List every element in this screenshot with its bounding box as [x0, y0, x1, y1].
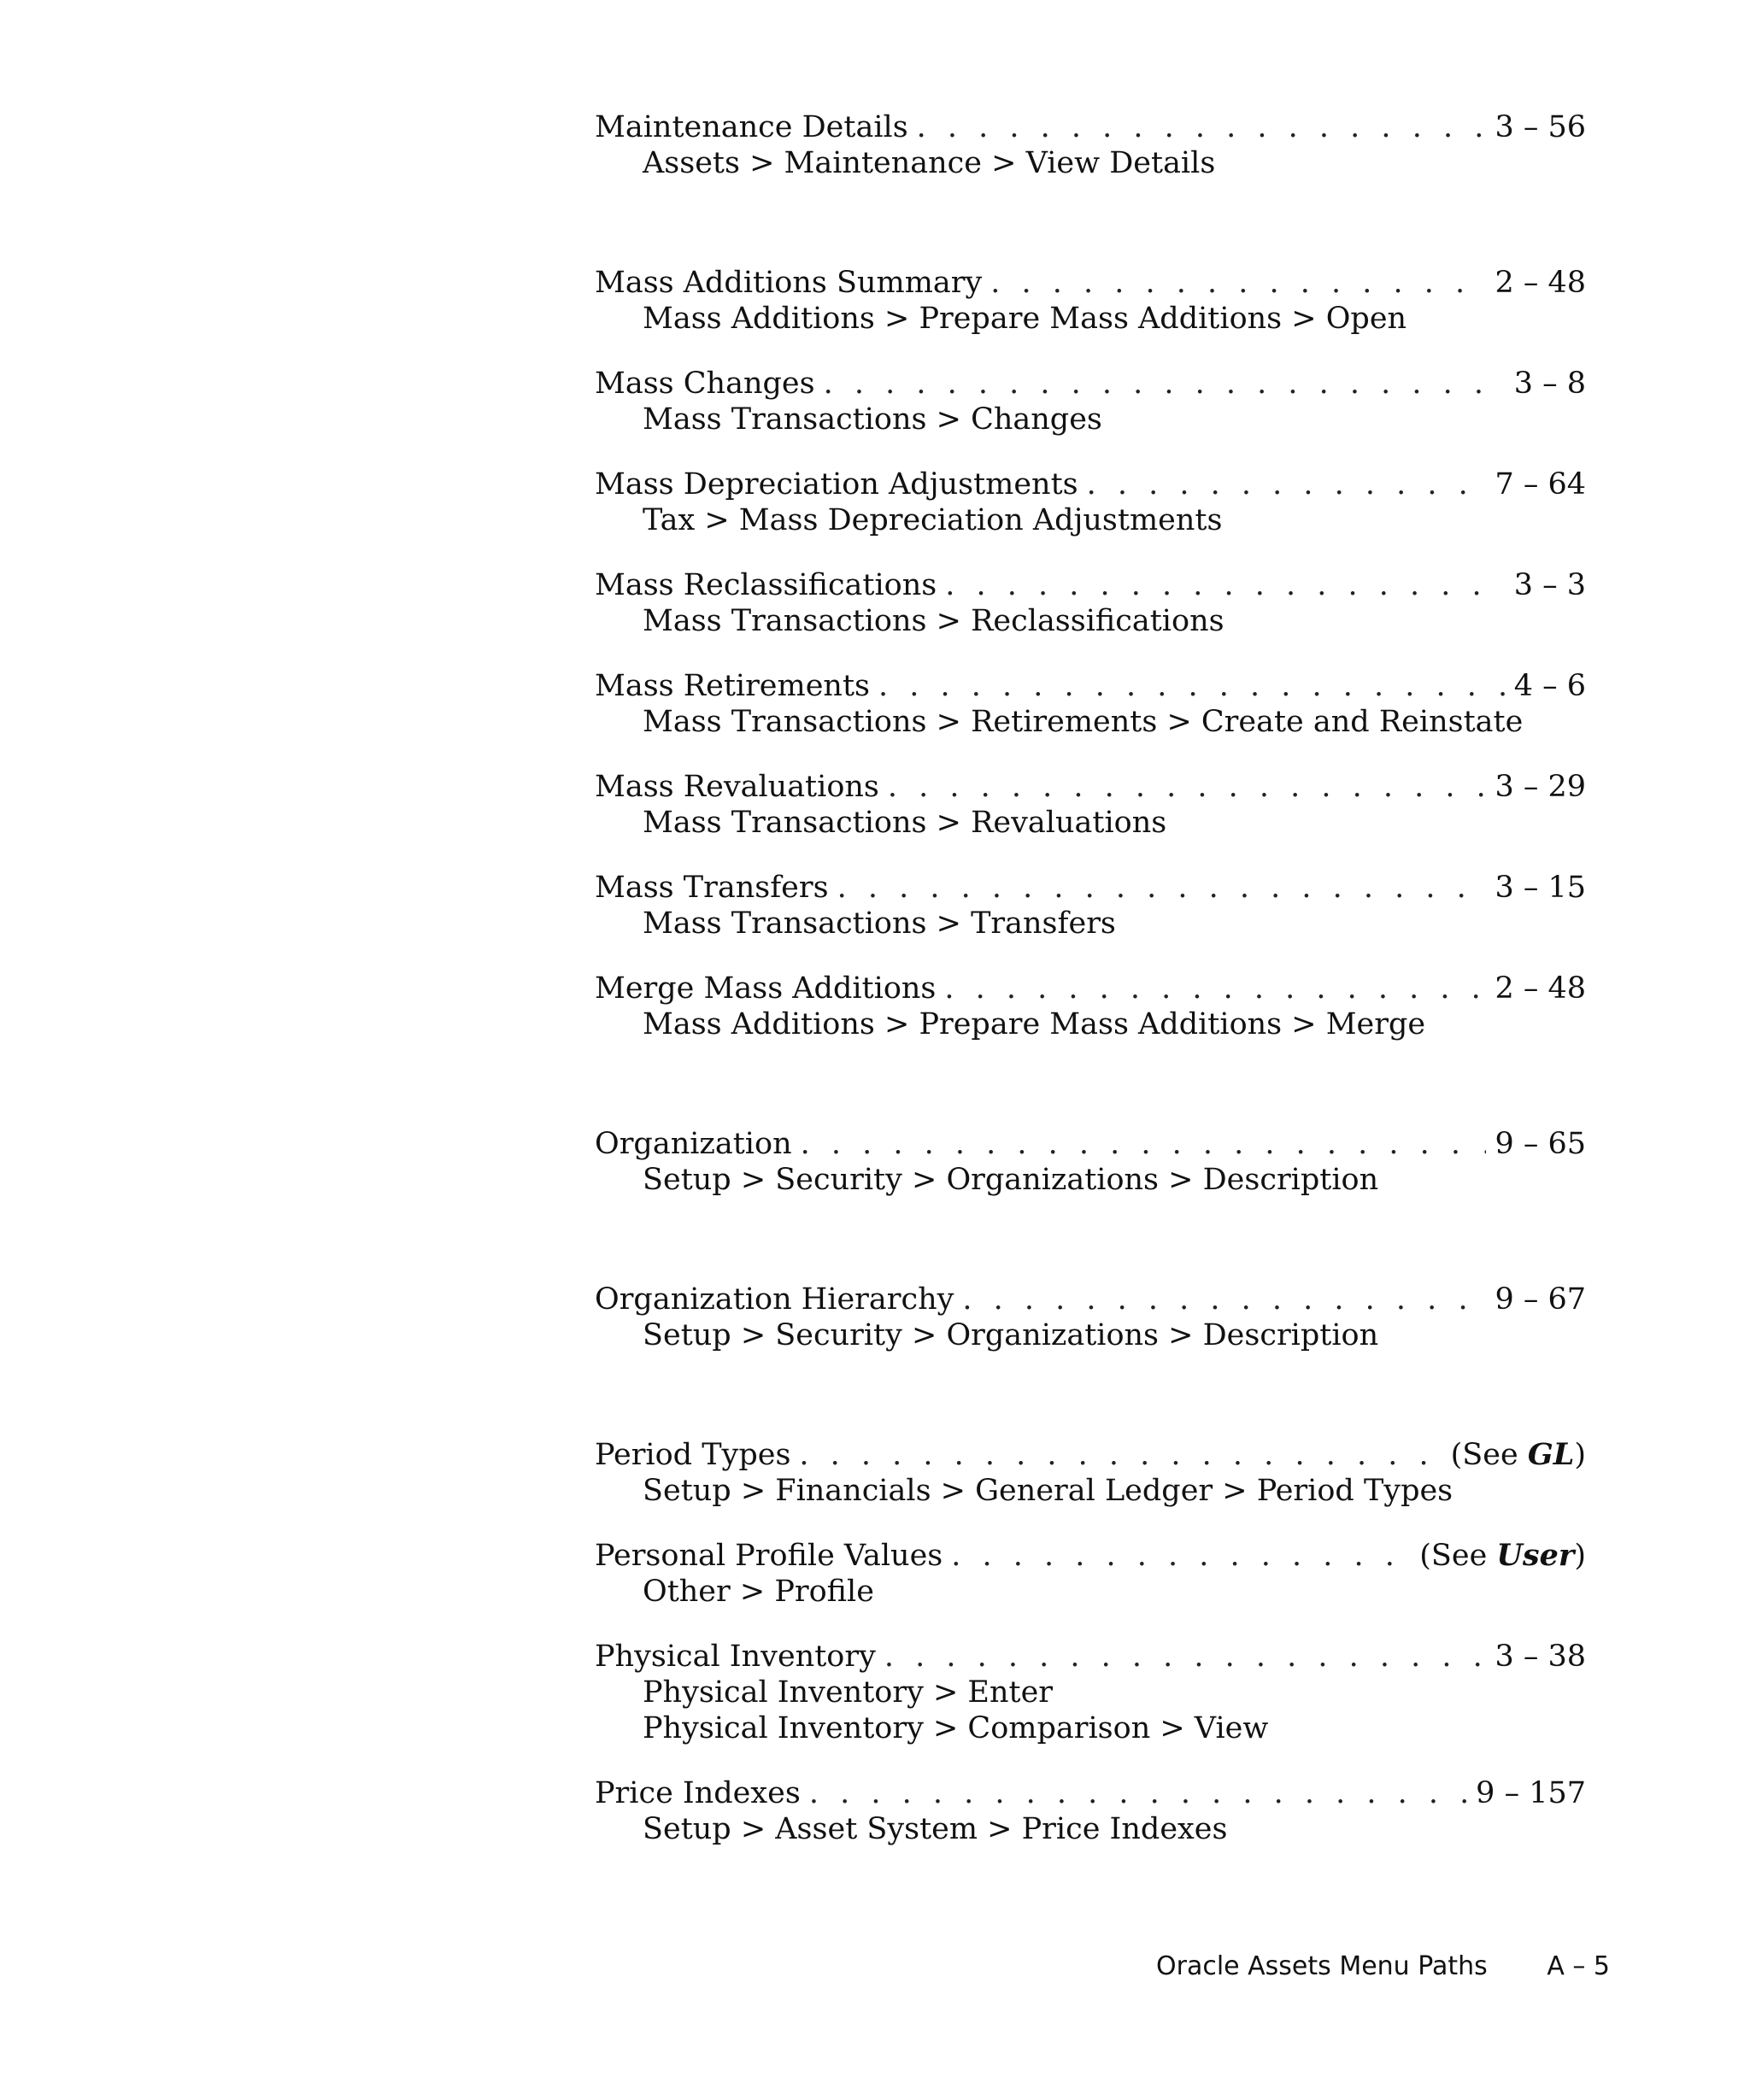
index-entry-mass-revaluations — [595, 769, 1586, 841]
entry-title: Merge Mass Additions — [595, 971, 937, 1006]
entry-title: Mass Changes — [595, 367, 815, 401]
menu-path: Mass Transactions > Retirements > Create and Reinstate — [643, 705, 1524, 739]
dot-leader — [799, 1437, 1442, 1473]
dot-leader — [884, 1639, 1487, 1675]
see-suffix: ) — [1574, 1438, 1586, 1472]
menu-path: Physical Inventory > Comparison > View — [643, 1711, 1269, 1745]
entry-page-ref: 7 – 64 — [1495, 467, 1586, 502]
see-prefix: (See — [1419, 1539, 1497, 1573]
menu-path: Mass Transactions > Transfers — [643, 906, 1116, 941]
dot-leader — [801, 1126, 1487, 1162]
index-entry-merge-mass-additions — [595, 971, 1586, 1042]
menu-path: Setup > Asset System > Price Indexes — [643, 1812, 1228, 1846]
entry-page-ref: 9 – 67 — [1495, 1282, 1586, 1317]
menu-path: Tax > Mass Depreciation Adjustments — [643, 503, 1223, 537]
page-footer — [1156, 1951, 1610, 1981]
entry-page-ref: 9 – 65 — [1495, 1127, 1586, 1161]
menu-path: Mass Additions > Prepare Mass Additions > Open — [643, 302, 1407, 336]
menu-path: Assets > Maintenance > View Details — [643, 146, 1216, 180]
index-entry-physical-inventory — [595, 1639, 1586, 1746]
index-entry-personal-profile-values — [595, 1538, 1586, 1610]
menu-path: Mass Transactions > Changes — [643, 402, 1102, 437]
entry-title: Mass Depreciation Adjustments — [595, 467, 1078, 502]
entry-title: Physical Inventory — [595, 1640, 876, 1674]
entry-page-ref: 3 – 15 — [1495, 871, 1586, 905]
entry-title: Mass Transfers — [595, 871, 829, 905]
index-entry-mass-additions-summary — [595, 265, 1586, 337]
dot-leader — [951, 1538, 1411, 1574]
index-entry-period-types — [595, 1437, 1586, 1509]
entry-title: Organization Hierarchy — [595, 1282, 954, 1317]
dot-leader — [1087, 466, 1487, 502]
footer-page-number: A – 5 — [1547, 1951, 1610, 1981]
entry-page-ref: 3 – 3 — [1513, 568, 1586, 602]
entry-page-ref: 3 – 29 — [1495, 770, 1586, 804]
entry-title: Mass Reclassifications — [595, 568, 937, 602]
index-entry-organization-hierarchy — [595, 1282, 1586, 1353]
menu-path: Setup > Security > Organizations > Description — [643, 1318, 1379, 1352]
see-suffix: ) — [1574, 1539, 1586, 1573]
entry-title: Mass Retirements — [595, 669, 870, 703]
entry-title: Mass Additions Summary — [595, 266, 983, 300]
entry-title: Mass Revaluations — [595, 770, 879, 804]
dot-leader — [878, 668, 1506, 704]
dot-leader — [824, 366, 1506, 402]
dot-leader — [888, 769, 1487, 805]
see-reference — [1419, 1538, 1586, 1574]
entry-page-ref: 9 – 157 — [1476, 1776, 1586, 1810]
entry-page-ref: 3 – 56 — [1495, 110, 1586, 144]
dot-leader — [990, 265, 1486, 301]
entry-page-ref: 3 – 38 — [1495, 1640, 1586, 1674]
see-prefix: (See — [1450, 1438, 1528, 1472]
dot-leader — [945, 567, 1505, 603]
entry-page-ref: 2 – 48 — [1495, 266, 1586, 300]
entry-page-ref: 2 – 48 — [1495, 971, 1586, 1006]
menu-path: Physical Inventory > Enter — [643, 1675, 1054, 1710]
index-entry-organization — [595, 1126, 1586, 1198]
index-entry-mass-transfers — [595, 870, 1586, 941]
index-entry-price-indexes — [595, 1775, 1586, 1847]
menu-path-index — [595, 109, 1586, 1876]
menu-path: Setup > Security > Organizations > Description — [643, 1163, 1379, 1197]
see-reference-book: GL — [1527, 1437, 1575, 1472]
entry-title: Price Indexes — [595, 1776, 801, 1810]
entry-title: Maintenance Details — [595, 110, 908, 144]
dot-leader — [944, 971, 1486, 1006]
entry-title: Personal Profile Values — [595, 1539, 943, 1573]
see-reference-book: User — [1496, 1538, 1575, 1573]
index-entry-mass-depreciation-adjustments — [595, 466, 1586, 538]
dot-leader — [962, 1282, 1486, 1317]
dot-leader — [837, 870, 1487, 906]
menu-path: Setup > Financials > General Ledger > Period Types — [643, 1474, 1453, 1508]
footer-title: Oracle Assets Menu Paths — [1156, 1951, 1488, 1981]
dot-leader — [809, 1775, 1467, 1811]
index-entry-maintenance-details — [595, 109, 1586, 181]
entry-page-ref: 3 – 8 — [1513, 367, 1586, 401]
menu-path: Mass Additions > Prepare Mass Additions > Merge — [643, 1007, 1426, 1041]
entry-page-ref: 4 – 6 — [1513, 669, 1586, 703]
menu-path: Mass Transactions > Revaluations — [643, 806, 1167, 840]
see-reference — [1451, 1437, 1586, 1473]
menu-path: Mass Transactions > Reclassifications — [643, 604, 1224, 638]
dot-leader — [917, 109, 1487, 145]
index-entry-mass-retirements — [595, 668, 1586, 740]
index-entry-mass-changes — [595, 366, 1586, 437]
menu-path: Other > Profile — [643, 1575, 874, 1609]
entry-title: Period Types — [595, 1438, 791, 1472]
index-entry-mass-reclassifications — [595, 567, 1586, 639]
entry-title: Organization — [595, 1127, 792, 1161]
